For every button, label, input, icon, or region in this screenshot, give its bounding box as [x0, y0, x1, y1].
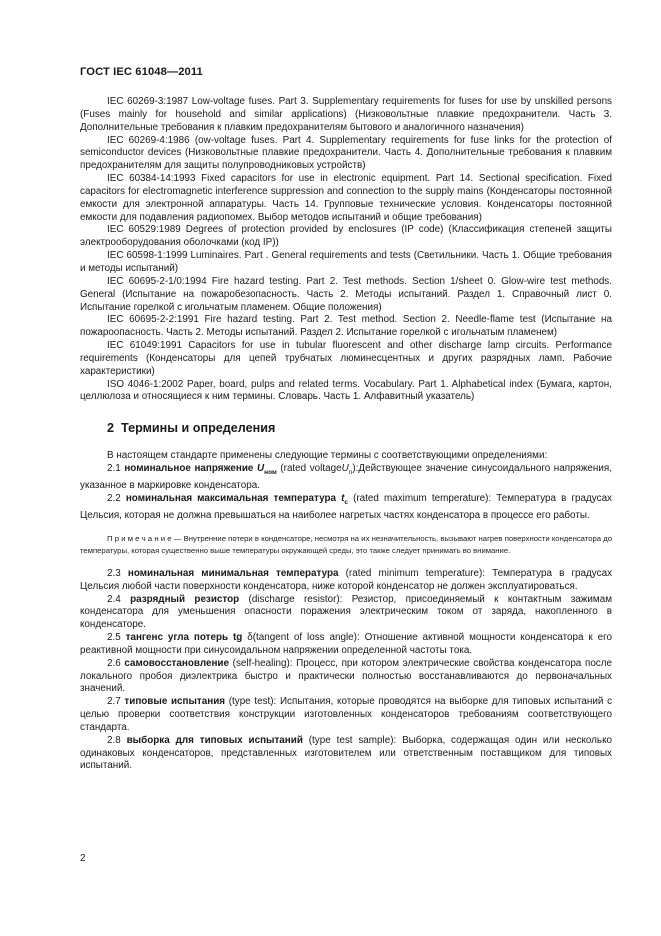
term-name: выборка для типовых испытаний	[126, 734, 303, 746]
definition-2-3	[80, 568, 612, 594]
definition-2-5	[80, 632, 612, 658]
term-name: номинальное напряжение	[124, 463, 254, 475]
note	[80, 533, 612, 555]
definition-number: 2.6	[107, 657, 121, 669]
reference-item: ISO 4046-1:2002 Paper, board, pulps and related terms. Vocabulary. Part 1. Alphabetical index (Бумага, картон, целлюлоза и относящиеся к ним термины. Словарь. Часть 1. Алфавитный указатель)	[80, 378, 612, 403]
definition-2-2	[80, 493, 612, 523]
section-heading	[107, 421, 612, 435]
definition-number: 2.8	[107, 734, 121, 746]
term-definition-cont: ):Действующее значение синусоидального напряжения, указанное в маркировке конденсатора.	[80, 463, 612, 491]
term-definition: (discharge resistor): Резистор, присоединяемый к контактным зажимам конденсатора для уменьшения опасности поражения электрическим током от заряда, накопленного в конденсаторе.	[80, 593, 612, 631]
section-number: 2	[107, 421, 115, 436]
term-symbol: t	[341, 492, 345, 504]
reference-item: IEC 60269-4:1986 (ow-voltage fuses. Part 4. Supplementary requirements for fuse links for the protection of semiconductor devices (Низковольтные плавкие предохранители. Часть 4. Дополнительные требования к плавким предохранителям для защиты полупроводниковых устройств)	[80, 134, 612, 172]
definition-number: 2.7	[107, 696, 121, 708]
reference-item: IEC 61049:1991 Capacitors for use in tubular fluorescent and other discharge lamp circuits. Performance requirements (Конденсаторы для цепей трубчатых люминесцентных и других разрядных ламп. Рабочие характеристики)	[80, 340, 612, 377]
note-label: П р и м е ч а н и е —	[107, 534, 182, 544]
reference-item: IEC 60598-1:1999 Luminaires. Part . General requirements and tests (Светильники. Часть 1. Общие требования и методы испытаний)	[80, 250, 612, 274]
term-symbol-subscript: c	[344, 498, 349, 506]
term-name: номинальная максимальная температура	[125, 492, 336, 504]
definition-2-6	[80, 658, 612, 697]
definition-2-4	[80, 594, 612, 633]
definition-number: 2.3	[107, 567, 121, 579]
term-definition: (rated minimum temperature): Температура в градусах Цельсия любой части поверхности конденсатора, ниже которой конденсатор не должен эксплуатироваться.	[80, 567, 613, 592]
page-content	[80, 96, 612, 773]
reference-item: IEC 60695-2-2:1991 Fire hazard testing. Part 2. Test method. Section 2. Needle-flame test (Испытание на пожароопасность. Часть 2. Методы испытаний. Раздел 2. Испытание горелкой с игольчатым пламенем)	[80, 314, 612, 339]
reference-item: IEC 60695-2-1/0:1994 Fire hazard testing. Part 2. Test methods. Section 1/sheet 0. Glow-wire test methods. General (Испытание на пожаробезопасность. Часть 2. Методы испытаний. Раздел 1. Справочный лист 0. Испытание горелкой с игольчатым пламенем. Общие положения)	[80, 275, 612, 313]
reference-item: IEC 60529:1989 Degrees of protection provided by enclosures (IP code) (Классификация степеней защиты электрооборудования оболочками (код IP))	[80, 224, 612, 249]
term-definition: (tangent of loss angle): Отношение активной мощности конденсатора к его реактивной мощности при синусоидальном напряжении определенной частоты тока.	[80, 632, 612, 656]
definition-2-8	[80, 735, 612, 774]
term-symbol-subscript: ном	[264, 469, 277, 477]
definition-2-7	[80, 696, 612, 735]
term-definition: (rated maximum temperature): Температура в градусах Цельсия, которая не должна превышаться на наиболее нагретых частях конденсатора в процессе его работы.	[80, 492, 612, 521]
term-name: номинальная минимальная температура	[127, 567, 339, 579]
document-header: ГОСТ IEC 61048—2011	[80, 66, 203, 78]
definition-number: 2.4	[107, 593, 121, 605]
term-definition: (rated voltage	[276, 463, 342, 475]
note-text: Внутренние потери в конденсаторе, несмотря на их незначительность, вызывают нагрев поверхности конденсатора до температуры, которая существенно выше температуры окружающей среды, это также следует принимать во внимание.	[80, 534, 612, 555]
section-title: Термины и определения	[121, 421, 276, 436]
term-name: самовосстановление	[124, 657, 229, 669]
reference-item: IEC 60269-3:1987 Low-voltage fuses. Part 3. Supplementary requirements for fuses for use by unskilled persons (Fuses mainly for household and similar applications) (Низковольтные плавкие предохранители. Часть 3. Дополнительные требования к плавким предохранителям бытового и аналогичного назначения)	[80, 96, 612, 133]
term-definition: (self-healing): Процесс, при котором электрические свойства конденсатора после локального пробоя диэлектрика быстро и практически полностью восстанавливаются до первоначальных значений.	[80, 657, 613, 695]
term-symbol-en-subscript: n	[348, 469, 353, 477]
delta-symbol: δ	[242, 632, 253, 644]
definition-number: 2.5	[107, 632, 121, 644]
term-symbol-en: U	[341, 463, 349, 475]
term-name: разрядный резистор	[130, 593, 240, 605]
section-intro: В настоящем стандарте применены следующие термины с соответствующими определениями:	[107, 450, 548, 462]
term-name: типовые испытания	[124, 696, 226, 708]
definition-number: 2.1	[107, 463, 121, 475]
definition-2-1	[80, 463, 612, 493]
term-symbol: U	[257, 463, 265, 475]
reference-item: IEC 60384-14:1993 Fixed capacitors for use in electronic equipment. Part 14. Sectional specification. Fixed capacitors for electromagnetic interference suppression and connection to the supply mains (Конденсаторы постоянной емкости для электронной аппаратуры. Часть 14. Групповые технические условия. Конденсаторы постоянной емкости для подавления радиопомех. Выбор методов испытаний и общие требования)	[80, 173, 612, 223]
term-definition: (type test): Испытания, которые проводятся на выборке для типовых испытаний с целью проверки соответствия конструкции изготовленных конденсаторов требованиям соответствующего стандарта.	[80, 696, 613, 733]
page-number: 2	[80, 853, 86, 864]
term-definition: (type test sample): Выборка, содержащая один или несколько одинаковых конденсаторов, представленных изготовителем или ответственным поставщиком для типовых испытаний.	[80, 734, 612, 772]
normative-references-list	[80, 96, 612, 404]
term-name: тангенс угла потерь tg	[125, 632, 243, 644]
definition-number: 2.2	[107, 492, 121, 504]
